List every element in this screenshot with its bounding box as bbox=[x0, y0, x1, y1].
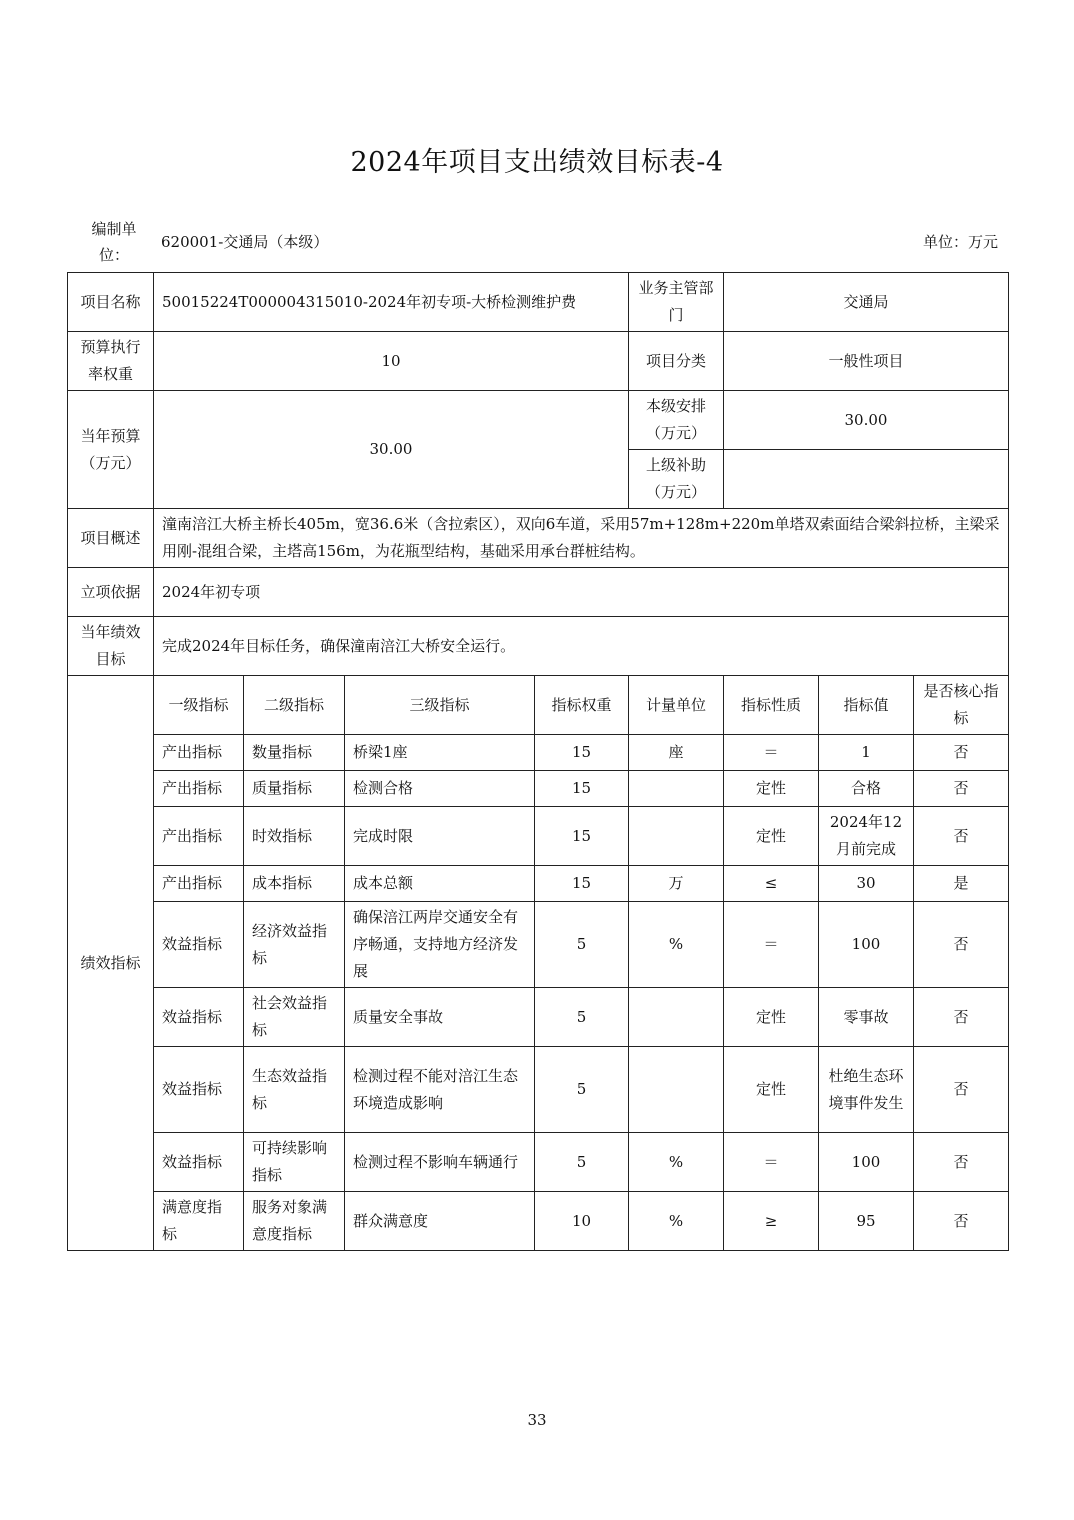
table-row bbox=[68, 1047, 1009, 1133]
table-row bbox=[68, 1192, 1009, 1251]
cell-nature: ≤ bbox=[724, 866, 819, 902]
cell-value: 30 bbox=[819, 866, 914, 902]
upper-value bbox=[724, 450, 1009, 509]
cell-nature: 定性 bbox=[724, 988, 819, 1047]
cell-level3: 检测合格 bbox=[345, 771, 535, 807]
cell-nature: 定性 bbox=[724, 771, 819, 807]
cell-level3: 桥梁1座 bbox=[345, 735, 535, 771]
budget-row bbox=[68, 391, 1009, 450]
cell-nature: ＝ bbox=[724, 902, 819, 988]
table-row bbox=[68, 866, 1009, 902]
weight-value: 10 bbox=[154, 332, 629, 391]
indicator-header-row bbox=[68, 676, 1009, 735]
overview-row bbox=[68, 509, 1009, 568]
cell-value: 合格 bbox=[819, 771, 914, 807]
cell-weight: 15 bbox=[535, 771, 629, 807]
cell-core: 否 bbox=[914, 1047, 1009, 1133]
table-row bbox=[68, 771, 1009, 807]
cell-weight: 5 bbox=[535, 902, 629, 988]
cell-level3: 检测过程不能对涪江生态环境造成影响 bbox=[345, 1047, 535, 1133]
cell-level2: 质量指标 bbox=[244, 771, 345, 807]
cell-value: 100 bbox=[819, 1133, 914, 1192]
cell-core: 否 bbox=[914, 771, 1009, 807]
category-value: 一般性项目 bbox=[724, 332, 1009, 391]
cell-weight: 10 bbox=[535, 1192, 629, 1251]
cell-unit: 万 bbox=[629, 866, 724, 902]
header-unit: 计量单位 bbox=[629, 676, 724, 735]
goal-value: 完成2024年目标任务，确保潼南涪江大桥安全运行。 bbox=[154, 617, 1009, 676]
goal-label: 当年绩效目标 bbox=[68, 617, 154, 676]
cell-level2: 数量指标 bbox=[244, 735, 345, 771]
basis-row bbox=[68, 568, 1009, 617]
cell-unit: % bbox=[629, 902, 724, 988]
cell-level2: 时效指标 bbox=[244, 807, 345, 866]
table-row bbox=[68, 988, 1009, 1047]
cell-level2: 服务对象满意度指标 bbox=[244, 1192, 345, 1251]
header-value: 指标值 bbox=[819, 676, 914, 735]
category-label: 项目分类 bbox=[629, 332, 724, 391]
header-weight: 指标权重 bbox=[535, 676, 629, 735]
cell-level1: 满意度指标 bbox=[154, 1192, 244, 1251]
table-row bbox=[68, 902, 1009, 988]
cell-unit bbox=[629, 807, 724, 866]
cell-core: 是 bbox=[914, 866, 1009, 902]
basis-value: 2024年初专项 bbox=[154, 568, 1009, 617]
cell-weight: 15 bbox=[535, 866, 629, 902]
cell-core: 否 bbox=[914, 1192, 1009, 1251]
budget-value: 30.00 bbox=[154, 391, 629, 509]
cell-level2: 经济效益指标 bbox=[244, 902, 345, 988]
performance-table bbox=[67, 272, 1009, 1251]
currency-unit: 单位：万元 bbox=[922, 233, 998, 251]
header-level1: 一级指标 bbox=[154, 676, 244, 735]
cell-level3: 确保涪江两岸交通安全有序畅通，支持地方经济发展 bbox=[345, 902, 535, 988]
basis-label: 立项依据 bbox=[68, 568, 154, 617]
cell-level3: 完成时限 bbox=[345, 807, 535, 866]
overview-label: 项目概述 bbox=[68, 509, 154, 568]
weight-row bbox=[68, 332, 1009, 391]
cell-value: 零事故 bbox=[819, 988, 914, 1047]
cell-value: 2024年12月前完成 bbox=[819, 807, 914, 866]
unit-row bbox=[67, 216, 1008, 268]
overview-value: 潼南涪江大桥主桥长405m，宽36.6米（含拉索区），双向6车道，采用57m+128m+220m单塔双索面结合梁斜拉桥，主梁采用刚-混组合梁，主塔高156m，为花瓶型结构，基础采用承台群桩结构。 bbox=[154, 509, 1009, 568]
cell-nature: 定性 bbox=[724, 1047, 819, 1133]
local-label: 本级安排（万元） bbox=[629, 391, 724, 450]
cell-core: 否 bbox=[914, 807, 1009, 866]
upper-label: 上级补助（万元） bbox=[629, 450, 724, 509]
cell-level3: 检测过程不影响车辆通行 bbox=[345, 1133, 535, 1192]
local-value: 30.00 bbox=[724, 391, 1009, 450]
cell-value: 1 bbox=[819, 735, 914, 771]
cell-level2: 社会效益指标 bbox=[244, 988, 345, 1047]
goal-row bbox=[68, 617, 1009, 676]
cell-nature: ＝ bbox=[724, 735, 819, 771]
cell-unit bbox=[629, 988, 724, 1047]
cell-level2: 可持续影响指标 bbox=[244, 1133, 345, 1192]
page-number: 33 bbox=[527, 1411, 547, 1429]
header-level2: 二级指标 bbox=[244, 676, 345, 735]
project-name-label: 项目名称 bbox=[68, 273, 154, 332]
cell-level2: 生态效益指标 bbox=[244, 1047, 345, 1133]
cell-value: 100 bbox=[819, 902, 914, 988]
table-row bbox=[68, 735, 1009, 771]
weight-label: 预算执行率权重 bbox=[68, 332, 154, 391]
cell-unit: % bbox=[629, 1192, 724, 1251]
cell-value: 杜绝生态环境事件发生 bbox=[819, 1047, 914, 1133]
cell-level1: 效益指标 bbox=[154, 988, 244, 1047]
cell-weight: 15 bbox=[535, 735, 629, 771]
cell-value: 95 bbox=[819, 1192, 914, 1251]
cell-level2: 成本指标 bbox=[244, 866, 345, 902]
table-row bbox=[68, 1133, 1009, 1192]
cell-level1: 效益指标 bbox=[154, 902, 244, 988]
cell-level3: 群众满意度 bbox=[345, 1192, 535, 1251]
cell-level1: 产出指标 bbox=[154, 771, 244, 807]
cell-weight: 5 bbox=[535, 1047, 629, 1133]
cell-nature: 定性 bbox=[724, 807, 819, 866]
header-nature: 指标性质 bbox=[724, 676, 819, 735]
dept-label: 业务主管部门 bbox=[629, 273, 724, 332]
cell-level1: 产出指标 bbox=[154, 735, 244, 771]
cell-level1: 效益指标 bbox=[154, 1047, 244, 1133]
cell-core: 否 bbox=[914, 1133, 1009, 1192]
unit-label: 编制单位： bbox=[91, 220, 137, 264]
cell-level3: 质量安全事故 bbox=[345, 988, 535, 1047]
cell-weight: 5 bbox=[535, 988, 629, 1047]
header-level3: 三级指标 bbox=[345, 676, 535, 735]
cell-level1: 产出指标 bbox=[154, 866, 244, 902]
cell-core: 否 bbox=[914, 902, 1009, 988]
cell-nature: ≥ bbox=[724, 1192, 819, 1251]
project-name-value: 50015224T000004315010-2024年初专项-大桥检测维护费 bbox=[154, 273, 629, 332]
cell-unit: % bbox=[629, 1133, 724, 1192]
cell-unit bbox=[629, 1047, 724, 1133]
page-title: 2024年项目支出绩效目标表-4 bbox=[350, 147, 724, 178]
dept-value: 交通局 bbox=[724, 273, 1009, 332]
cell-weight: 15 bbox=[535, 807, 629, 866]
cell-level1: 效益指标 bbox=[154, 1133, 244, 1192]
cell-level1: 产出指标 bbox=[154, 807, 244, 866]
cell-nature: ＝ bbox=[724, 1133, 819, 1192]
cell-level3: 成本总额 bbox=[345, 866, 535, 902]
unit-value: 620001-交通局（本级） bbox=[161, 233, 329, 251]
header-core: 是否核心指标 bbox=[914, 676, 1009, 735]
table-row bbox=[68, 807, 1009, 866]
project-name-row bbox=[68, 273, 1009, 332]
budget-label: 当年预算（万元） bbox=[68, 391, 154, 509]
cell-core: 否 bbox=[914, 988, 1009, 1047]
cell-weight: 5 bbox=[535, 1133, 629, 1192]
cell-unit bbox=[629, 771, 724, 807]
cell-unit: 座 bbox=[629, 735, 724, 771]
cell-core: 否 bbox=[914, 735, 1009, 771]
indicators-section-label: 绩效指标 bbox=[68, 676, 154, 1251]
